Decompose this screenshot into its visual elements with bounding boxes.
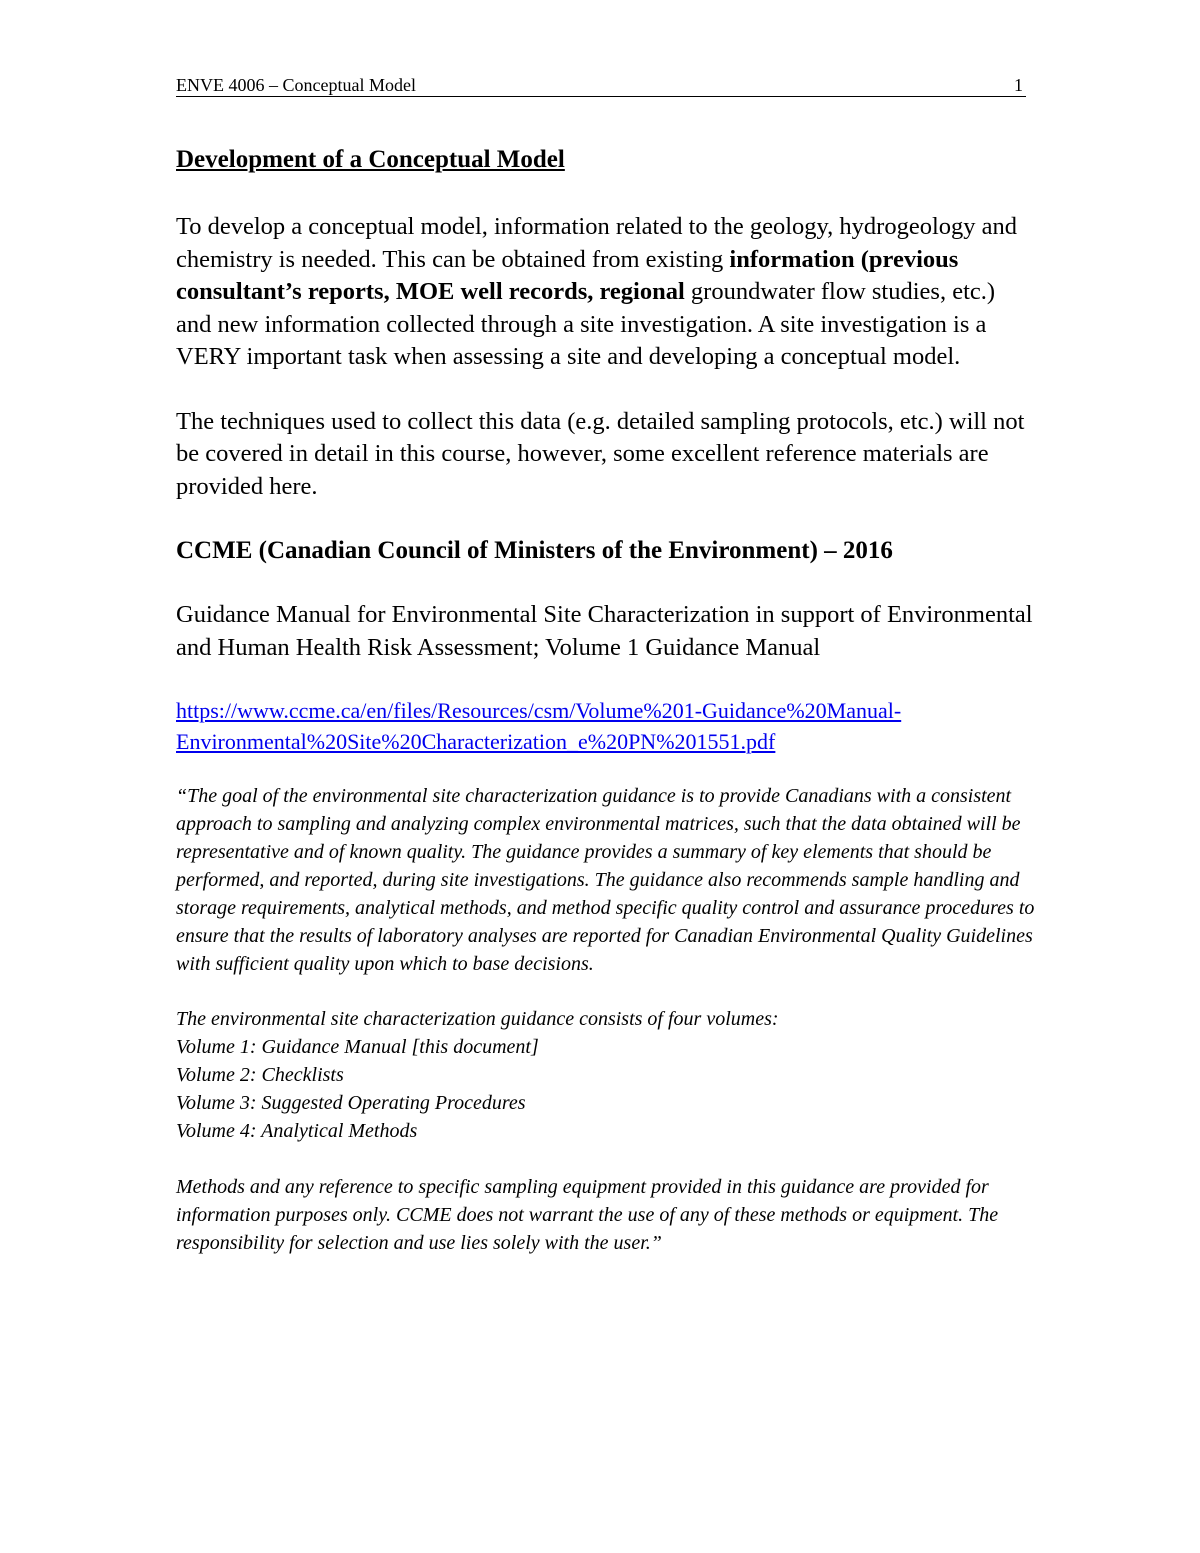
link-line-1: https://www.ccme.ca/en/files/Resources/csm/Volume%201-Guidance%20Manual- — [176, 698, 902, 723]
page-header — [176, 74, 1026, 97]
manual-title: Guidance Manual for Environmental Site Characterization in support of Environmental and Human Health Risk Assessment; Volume 1 Guidance Manual — [176, 601, 1033, 661]
link-line-2: Environmental%20Site%20Characterization_e%20PN%201551.pdf — [176, 729, 776, 754]
volume-item: Volume 2: Checklists — [176, 1064, 344, 1086]
document-body — [176, 144, 1036, 1257]
intro-bold-text: information (previous consultant’s reports, MOE well records, regional — [176, 245, 959, 305]
intro-text-part2: groundwater flow studies, etc.) and new information collected through a site investigation. A site investigation is a VERY important task when assessing a site and developing a conceptual model. — [176, 278, 996, 370]
volumes-intro: The environmental site characterization guidance consists of four volumes: — [176, 1008, 779, 1030]
header-course-title: ENVE 4006 – Conceptual Model — [176, 75, 416, 95]
section-title: Development of a Conceptual Model — [176, 146, 565, 173]
quote-paragraph-goal: “The goal of the environmental site characterization guidance is to provide Canadians with a consistent approach to sampling and analyzing complex environmental matrices, such that the data obtained will be representative and of known quality. The guidance provides a summary of key elements that should be performed, and reported, during site investigations. The guidance also recommends sample handling and storage requirements, analytical methods, and method specific quality control and assurance procedures to ensure that the results of laboratory analyses are reported for Canadian Environmental Quality Guidelines with sufficient quality upon which to base decisions. — [176, 785, 1035, 975]
ccme-heading: CCME (Canadian Council of Ministers of the Environment) – 2016 — [176, 537, 893, 564]
page-number: 1 — [1014, 75, 1023, 95]
volumes-list — [176, 1005, 1036, 1145]
volume-item: Volume 3: Suggested Operating Procedures — [176, 1092, 526, 1114]
quote-paragraph-disclaimer: Methods and any reference to specific sampling equipment provided in this guidance are provided for information purposes only. CCME does not warrant the use of any of these methods or equipment. The responsibility for selection and use lies solely with the user.” — [176, 1176, 999, 1254]
volume-item: Volume 4: Analytical Methods — [176, 1120, 418, 1142]
volume-item: Volume 1: Guidance Manual [this document] — [176, 1036, 539, 1058]
intro-text-part1: To develop a conceptual model, information related to the geology, hydrogeology and chemistry is needed. This can be obtained from existing — [176, 213, 1018, 273]
techniques-paragraph: The techniques used to collect this data (e.g. detailed sampling protocols, etc.) will not be covered in detail in this course, however, some excellent reference materials are provided here. — [176, 407, 1025, 500]
intro-paragraph — [176, 211, 1036, 374]
ccme-reference-link[interactable] — [176, 695, 1036, 757]
